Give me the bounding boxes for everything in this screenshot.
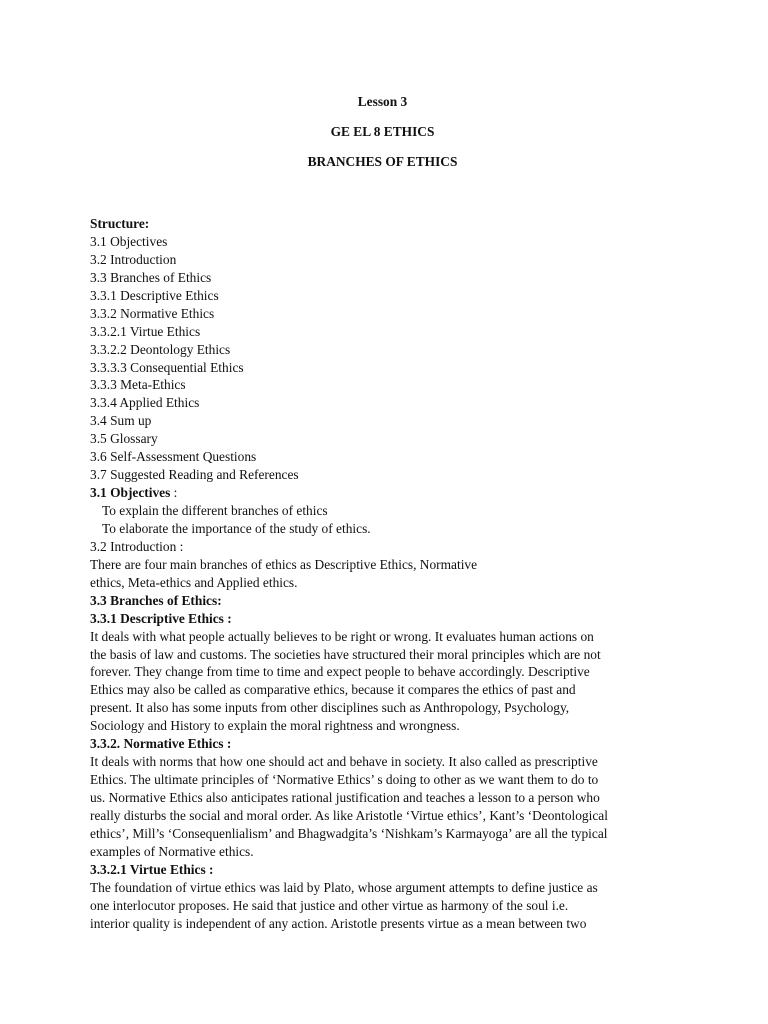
normative-text-line: It deals with norms that how one should act and behave in society. It also called as prescriptive — [90, 754, 598, 770]
descriptive-text-line: present. It also has some inputs from other disciplines such as Anthropology, Psychology, — [90, 700, 570, 716]
normative-ethics-heading: 3.3.2. Normative Ethics : — [90, 736, 232, 752]
descriptive-text-line: forever. They change from time to time and expect people to behave accordingly. Descriptive — [90, 664, 590, 680]
structure-item: 3.3.2.1 Virtue Ethics — [90, 323, 201, 339]
objectives-item-text: To elaborate the importance of the study of ethics. — [102, 520, 371, 536]
structure-item: 3.2 Introduction — [90, 251, 177, 267]
lesson-number: Lesson 3 — [357, 94, 408, 109]
descriptive-text-line: Sociology and History to explain the moral rightness and wrongness. — [90, 718, 460, 734]
normative-text-line: us. Normative Ethics also anticipates rational justification and teaches a lesson to a person who — [90, 790, 600, 805]
structure-item: 3.3.3 Meta-Ethics — [90, 377, 186, 393]
objectives-item-text: To explain the different branches of ethics — [102, 503, 328, 518]
descriptive-text-line: Ethics may also be called as comparative ethics, because it compares the ethics of past and — [90, 682, 576, 698]
structure-item: 3.6 Self-Assessment Questions — [90, 449, 257, 465]
objectives-item — [90, 502, 690, 520]
structure-item: 3.4 Sum up — [90, 413, 152, 429]
structure-item: 3.3.2.2 Deontology Ethics — [90, 341, 231, 357]
objectives-heading-suffix: : — [170, 485, 178, 501]
normative-text-line: examples of Normative ethics. — [90, 843, 254, 859]
structure-item: 3.5 Glossary — [90, 431, 158, 447]
objectives-heading-line — [90, 484, 690, 502]
branches-heading: 3.3 Branches of Ethics: — [90, 592, 222, 608]
objectives-heading: 3.1 Objectives — [90, 485, 171, 501]
descriptive-text-line: It deals with what people actually believes to be right or wrong. It evaluates human actions on — [90, 628, 594, 644]
structure-item: 3.3.1 Descriptive Ethics — [90, 287, 219, 303]
structure-item: 3.3.3.3 Consequential Ethics — [90, 359, 244, 375]
virtue-ethics-heading: 3.3.2.1 Virtue Ethics : — [90, 861, 214, 877]
structure-item: 3.3.2 Normative Ethics — [90, 305, 215, 321]
structure-list — [90, 233, 690, 484]
normative-text-line: ethics’, Mill’s ‘Consequenlialism’ and Bhagwadgita’s ‘Nishkam’s Karmayoga’ are all the typical — [90, 825, 608, 841]
course-code: GE EL 8 ETHICS — [330, 124, 435, 139]
structure-item: 3.3 Branches of Ethics — [90, 269, 212, 285]
virtue-text-line: The foundation of virtue ethics was laid by Plato, whose argument attempts to define justice as — [90, 879, 598, 895]
introduction-heading: 3.2 Introduction : — [90, 538, 184, 554]
lesson-title: BRANCHES OF ETHICS — [307, 154, 458, 169]
normative-text-line: really disturbs the social and moral order. As like Aristotle ‘Virtue ethics’, Kant’s ‘Deontological — [90, 807, 608, 823]
virtue-text-line: one interlocutor proposes. He said that justice and other virtue as harmony of the soul i.e. — [90, 897, 569, 913]
normative-text-line: Ethics. The ultimate principles of ‘Normative Ethics’ s doing to other as we want them to do to — [90, 772, 599, 788]
structure-heading: Structure: — [90, 216, 150, 231]
structure-item: 3.1 Objectives — [90, 233, 168, 249]
virtue-text-line: interior quality is independent of any action. Aristotle presents virtue as a mean between two — [90, 915, 587, 931]
objectives-item — [90, 520, 690, 538]
document-body — [90, 215, 690, 933]
descriptive-text-line: the basis of law and customs. The societies have structured their moral principles which are not — [90, 646, 601, 662]
descriptive-ethics-heading: 3.3.1 Descriptive Ethics : — [90, 610, 232, 626]
document-page — [90, 93, 690, 933]
structure-item: 3.7 Suggested Reading and References — [90, 467, 299, 483]
document-header — [90, 93, 675, 183]
introduction-text-line: There are four main branches of ethics as Descriptive Ethics, Normative — [90, 556, 478, 572]
introduction-text-line: ethics, Meta-ethics and Applied ethics. — [90, 574, 298, 590]
structure-item: 3.3.4 Applied Ethics — [90, 395, 200, 411]
